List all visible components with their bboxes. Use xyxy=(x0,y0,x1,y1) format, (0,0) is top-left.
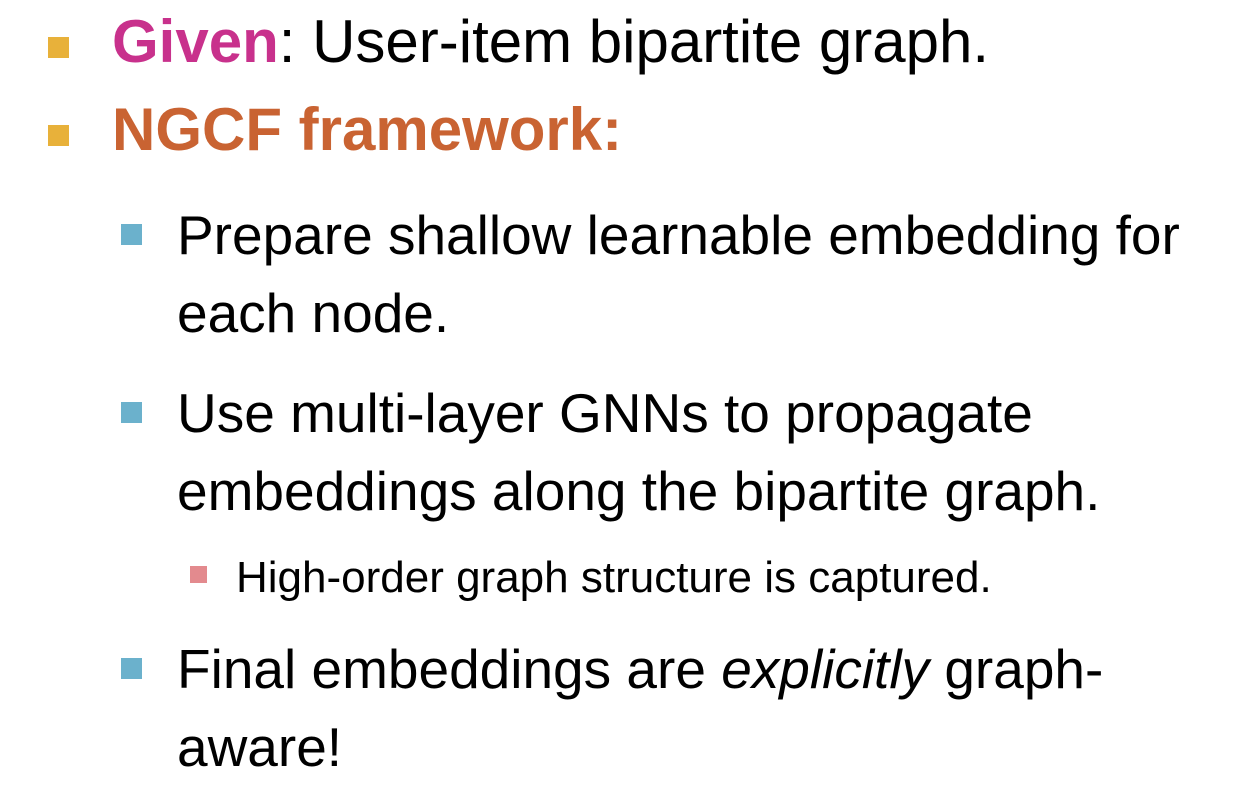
framework-heading: NGCF framework: xyxy=(112,96,623,163)
given-line xyxy=(112,8,990,75)
sub-step-text: High-order graph structure is captured. xyxy=(236,553,992,602)
given-text: : User-item bipartite graph. xyxy=(278,8,990,75)
square-bullet-icon xyxy=(121,224,142,245)
step-text: Prepare shallow learnable embedding for each node. xyxy=(177,204,1180,344)
square-bullet-icon xyxy=(48,37,69,58)
square-bullet-icon xyxy=(121,658,142,679)
square-bullet-icon xyxy=(121,402,142,423)
step-text-emphasis: explicitly xyxy=(721,638,930,700)
step-text-after: graph-aware! xyxy=(177,638,1104,778)
square-bullet-icon xyxy=(48,125,69,146)
step-text-before: Final embeddings are xyxy=(177,638,722,700)
step-text: Use multi-layer GNNs to propagate embeddings along the bipartite graph. xyxy=(177,382,1101,522)
given-keyword: Given xyxy=(112,8,279,75)
square-bullet-icon xyxy=(190,566,207,583)
step-text xyxy=(177,630,1237,786)
